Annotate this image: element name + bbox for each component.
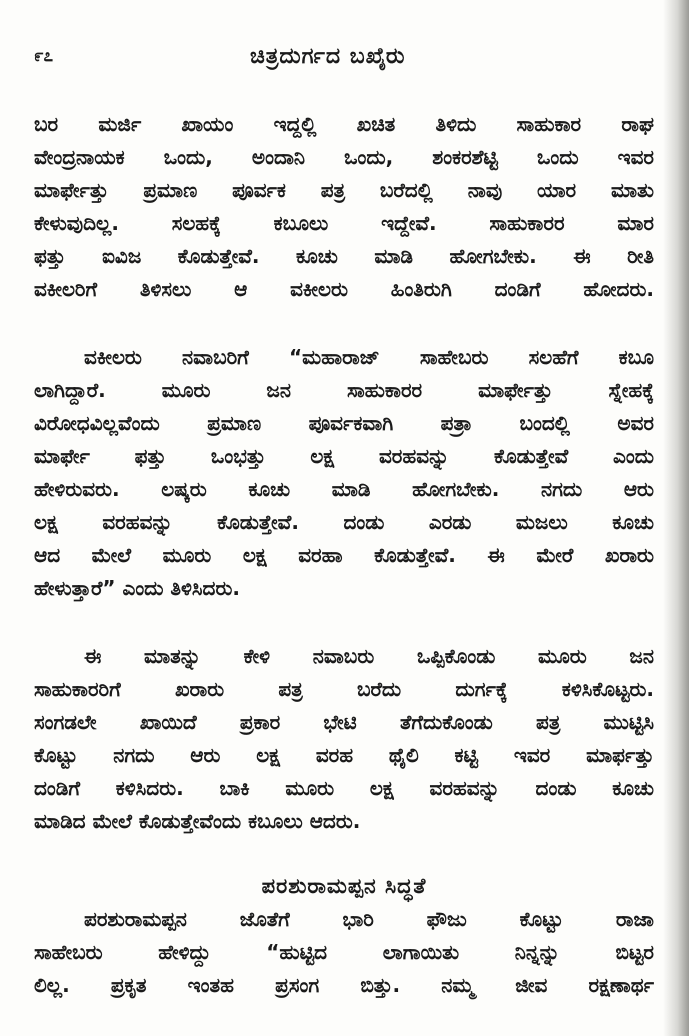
page-edge-shadow [663,0,689,1036]
page-header [0,44,689,76]
paragraph-gap [34,306,654,341]
text-line: ಮಾರ್ಫೇತ್ತು ಪ್ರಮಾಣ ಪೂರ್ವಕ ಪತ್ರ ಬರೆದಲ್ಲಿ ನಾವು ಯಾರ ಮಾತು [34,178,654,202]
paragraph-2 [34,341,654,605]
text-line: ಕೇಳುವುದಿಲ್ಲ. ಸಲಹಕ್ಕೆ ಕಬೂಲು ಇದ್ದೇವೆ. ಸಾಹುಕಾರರ ಮಾರ [34,211,654,235]
paragraph-3 [34,640,654,838]
text-line: ಸಂಗಡಲೇ ಖಾಯಿದೆ ಪ್ರಕಾರ ಭೇಟಿ ತೆಗೆದುಕೊಂಡು ಪತ್ರ ಮುಟ್ಟಿಸಿ [34,710,654,734]
text-line: ಹೇಳಿರುವರು. ಲಷ್ಕರು ಕೂಚು ಮಾಡಿ ಹೋಗಬೇಕು. ನಗದು ಆರು [34,477,654,501]
text-line: ದಂಡಿಗೆ ಕಳಿಸಿದರು. ಬಾಕಿ ಮೂರು ಲಕ್ಷ ವರಹವನ್ನು ದಂಡು ಕೂಚು [34,776,654,800]
text-line: ಫತ್ತು ಐವಿಜ ಕೊಡುತ್ತೇವೆ. ಕೂಚು ಮಾಡಿ ಹೋಗಬೇಕು. ಈ ರೀತಿ [34,244,654,268]
paragraph-gap [34,838,654,868]
text-line: ಕೊಟ್ಟು ನಗದು ಆರು ಲಕ್ಷ ವರಹ ಥೈಲಿ ಕಟ್ಟಿ ಇವರ ಮಾರ್ಫತ್ತು [34,743,654,767]
section-heading: ಪರಶುರಾಮಪ್ಪನ ಸಿದ್ಧತೆ [261,874,427,898]
text-line: ವಕೀಲರು ನವಾಬರಿಗೆ “ಮಹಾರಾಜ್ ಸಾಹೇಬರು ಸಲಹೆಗೆ ಕಬೂ [84,345,654,369]
text-line: ಲಿಲ್ಲ. ಪ್ರಕೃತ ಇಂತಹ ಪ್ರಸಂಗ ಬಿತ್ತು. ನಮ್ಮ ಜೀವ ರಕ್ಷಣಾರ್ಥ [34,973,654,997]
paragraph-1 [34,108,654,306]
text-line: ಲಾಗಿದ್ದಾರೆ. ಮೂರು ಜನ ಸಾಹುಕಾರರ ಮಾರ್ಫೇತ್ತು ಸ್ನೇಹಕ್ಕೆ [34,378,654,402]
text-line: ಸಾಹುಕಾರರಿಗೆ ಖರಾರು ಪತ್ರ ಬರೆದು ದುರ್ಗಕ್ಕೆ ಕಳಿಸಿಕೊಟ್ಟರು. [34,677,654,701]
text-line: ಸಾಹೇಬರು ಹೇಳಿದ್ದು “ಹುಟ್ಟಿದ ಲಾಗಾಯಿತು ನಿನ್ನನ್ನು ಬಿಟ್ಟರ [34,940,654,964]
text-line: ಪರಶುರಾಮಪ್ಪನ ಜೊತೆಗೆ ಭಾರಿ ಫೌಜು ಕೊಟ್ಟು ರಾಜಾ [84,907,654,931]
running-title: ಚಿತ್ರದುರ್ಗದ ಬಖೈರು [250,44,406,69]
page-number: ೯೭ [34,46,54,66]
text-line: ಹೇಳುತ್ತಾರೆ” ಎಂದು ತಿಳಿಸಿದರು. [34,576,241,600]
text-line: ಮಾಡಿದ ಮೇಲೆ ಕೊಡುತ್ತೇವೆಂದು ಕಬೂಲು ಆದರು. [34,809,361,833]
text-line: ಈ ಮಾತನ್ನು ಕೇಳಿ ನವಾಬರು ಒಪ್ಪಿಕೊಂಡು ಮೂರು ಜನ [84,644,654,668]
text-line: ಆದ ಮೇಲೆ ಮೂರು ಲಕ್ಷ ವರಹಾ ಕೊಡುತ್ತೇವೆ. ಈ ಮೇರೆ ಖರಾರು [34,543,654,567]
paragraph-gap [34,605,654,640]
text-line: ಬರ ಮರ್ಜಿ ಖಾಯಂ ಇದ್ದಲ್ಲಿ ಖಚಿತ ತಿಳಿದು ಸಾಹುಕಾರ ರಾಘ [34,112,654,136]
text-line: ಮಾರ್ಫೇ ಫತ್ತು ಒಂಭತ್ತು ಲಕ್ಷ ವರಹವನ್ನು ಕೊಡುತ್ತೇವೆ ಎಂದು [34,444,654,468]
text-line: ವೇಂದ್ರನಾಯಕ ಒಂದು, ಅಂದಾನಿ ಒಂದು, ಶಂಕರಶೆಟ್ಟಿ ಒಂದು ಇವರ [34,145,654,169]
body-text [34,108,654,1002]
text-line: ಲಕ್ಷ ವರಹವನ್ನು ಕೊಡುತ್ತೇವೆ. ದಂಡು ಎರಡು ಮಜಲು ಕೂಚು [34,510,654,534]
text-line: ವಕೀಲರಿಗೆ ತಿಳಿಸಲು ಆ ವಕೀಲರು ಹಿಂತಿರುಗಿ ದಂಡಿಗೆ ಹೋದರು. [34,277,654,301]
section [34,870,654,1002]
text-line: ವಿರೋಧವಿಲ್ಲವೆಂದು ಪ್ರಮಾಣ ಪೂರ್ವಕವಾಗಿ ಪತ್ರಾ ಬಂದಲ್ಲಿ ಅವರ [34,411,654,435]
